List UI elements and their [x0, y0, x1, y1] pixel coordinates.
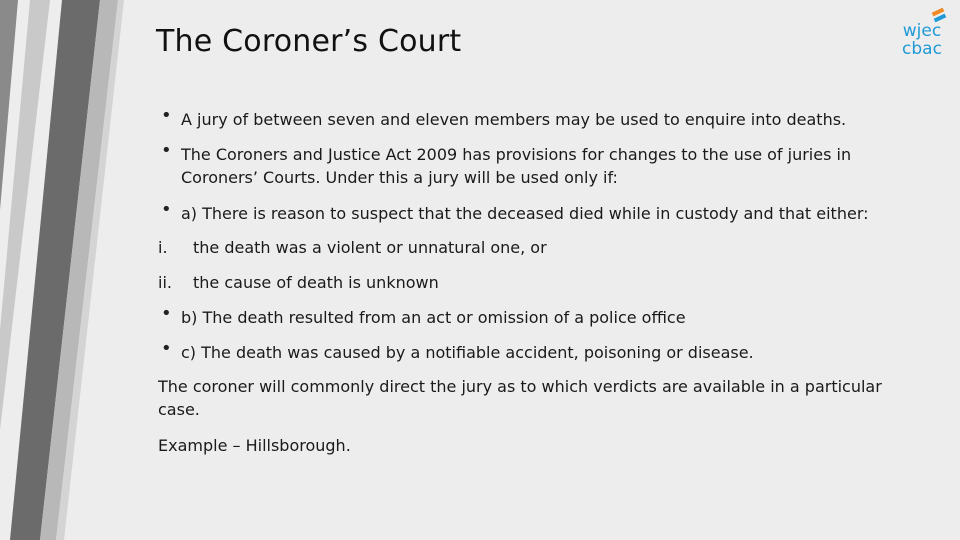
wjec-cbac-logo: [892, 8, 952, 60]
bullet-text: a) There is reason to suspect that the deceased died while in custody and that either:: [181, 204, 869, 223]
bullet-text: A jury of between seven and eleven members may be used to enquire into deaths.: [181, 110, 847, 129]
logo-text-wjec: wjec: [902, 21, 942, 41]
bullet-text: b) The death resulted from an act or omission of a police office: [181, 308, 686, 327]
roman-text: the death was a violent or unnatural one, or: [193, 238, 547, 257]
roman-label: ii.: [158, 273, 172, 292]
paragraph-verdicts: The coroner will commonly direct the jury as to which verdicts are available in a particular case.: [158, 377, 882, 419]
bullet-marker: •: [161, 338, 172, 359]
roman-text: the cause of death is unknown: [193, 273, 439, 292]
roman-label: i.: [158, 238, 168, 257]
decorative-stripes: [0, 0, 140, 540]
bullet-marker: •: [161, 140, 172, 161]
bullet-marker: •: [161, 303, 172, 324]
slide-title: The Coroner’s Court: [156, 24, 462, 59]
logo-text-cbac: cbac: [902, 39, 942, 59]
bullet-marker: •: [161, 105, 172, 126]
bullet-marker: •: [161, 199, 172, 220]
bullet-text: c) The death was caused by a notifiable accident, poisoning or disease.: [181, 343, 754, 362]
bullet-text: The Coroners and Justice Act 2009 has provisions for changes to the use of juries in Coroners’ Courts. Under this a jury will be used only if:: [181, 145, 852, 187]
paragraph-example: Example – Hillsborough.: [158, 436, 351, 455]
